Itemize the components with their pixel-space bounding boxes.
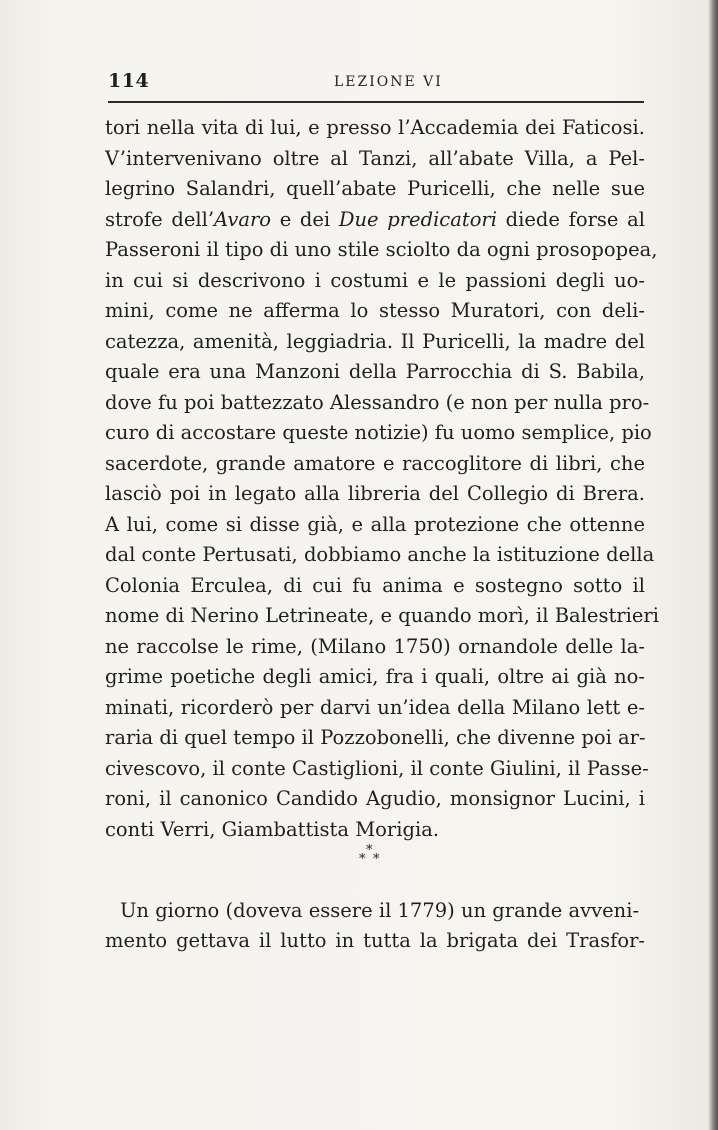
page-number: 114 xyxy=(108,70,150,92)
asterism-star: * xyxy=(373,852,380,867)
text-line: minati, ricorderò per darvi un’idea della Milano lett e- xyxy=(105,695,645,719)
text-line: curo di accostare queste notizie) fu uomo semplice, pio xyxy=(105,421,652,444)
work-title-due-predicatori: Due predicatori xyxy=(338,207,497,231)
asterism-star: * xyxy=(359,852,366,867)
text-line: ne raccolse le rime, (Milano 1750) ornandole delle la- xyxy=(105,634,645,658)
text-line: dal conte Pertusati, dobbiamo anche la istituzione della xyxy=(105,543,655,566)
text-line: grime poetiche degli amici, fra i quali, oltre ai già no- xyxy=(105,665,645,688)
text-line: civescovo, il conte Castiglioni, il conte Giulini, il Passe- xyxy=(105,756,649,780)
text-line: dove fu poi battezzato Alessandro (e non per nulla pro- xyxy=(105,390,650,414)
text-line: mento gettava il lutto in tutta la brigata dei Trasfor- xyxy=(105,929,645,952)
text-fragment: strofe dell’ xyxy=(105,207,215,231)
page-header xyxy=(108,70,643,94)
text-line: Un giorno (doveva essere il 1779) un grande avveni- xyxy=(120,899,640,922)
text-line: Colonia Erculea, di cui fu anima e sostegno sotto il xyxy=(105,573,645,597)
text-line: V’intervenivano oltre al Tanzi, all’abate Villa, a Pel- xyxy=(105,146,645,170)
text-line-last: conti Verri, Giambattista Morigia. xyxy=(105,817,440,841)
text-line: A lui, come si disse già, e alla protezione che ottenne xyxy=(105,512,645,536)
header-rule xyxy=(108,101,644,103)
paragraph-2 xyxy=(120,896,640,927)
asterism-star: * xyxy=(366,843,373,858)
section-asterism xyxy=(352,844,392,874)
text-line: catezza, amenità, leggiadria. Il Puricelli, la madre del xyxy=(105,329,645,353)
text-line: nome di Nerino Letrineate, e quando morì, il Balestrieri xyxy=(105,604,659,627)
text-line: legrino Salandri, quell’abate Puricelli, che nelle sue xyxy=(105,177,645,200)
text-line: tori nella vita di lui, e presso l’Accademia dei Faticosi. xyxy=(105,116,645,139)
work-title-avaro: Avaro xyxy=(214,207,272,231)
running-title: LEZIONE VI xyxy=(334,74,443,90)
text-line: Passeroni il tipo di uno stile sciolto da ogni prosopopea, xyxy=(105,238,658,261)
page-edge-shadow xyxy=(708,0,718,1130)
paragraph-1 xyxy=(105,113,659,845)
paragraph-2-continued xyxy=(105,926,645,957)
text-line: lasciò poi in legato alla libreria del Collegio di Brera. xyxy=(105,482,645,505)
text-line: in cui si descrivono i costumi e le passioni degli uo- xyxy=(105,268,645,292)
text-line: quale era una Manzoni della Parrocchia di S. Babila, xyxy=(105,360,645,383)
text-line-with-titles xyxy=(105,205,645,236)
text-line: raria di quel tempo il Pozzobonelli, che divenne poi ar- xyxy=(105,726,646,749)
text-line: sacerdote, grande amatore e raccoglitore di libri, che xyxy=(105,451,645,475)
text-fragment: e dei xyxy=(271,207,339,231)
text-line: mini, come ne afferma lo stesso Muratori, con deli- xyxy=(105,299,645,322)
text-fragment: diede forse al xyxy=(497,207,645,231)
text-line: roni, il canonico Candido Agudio, monsignor Lucini, i xyxy=(105,787,645,810)
